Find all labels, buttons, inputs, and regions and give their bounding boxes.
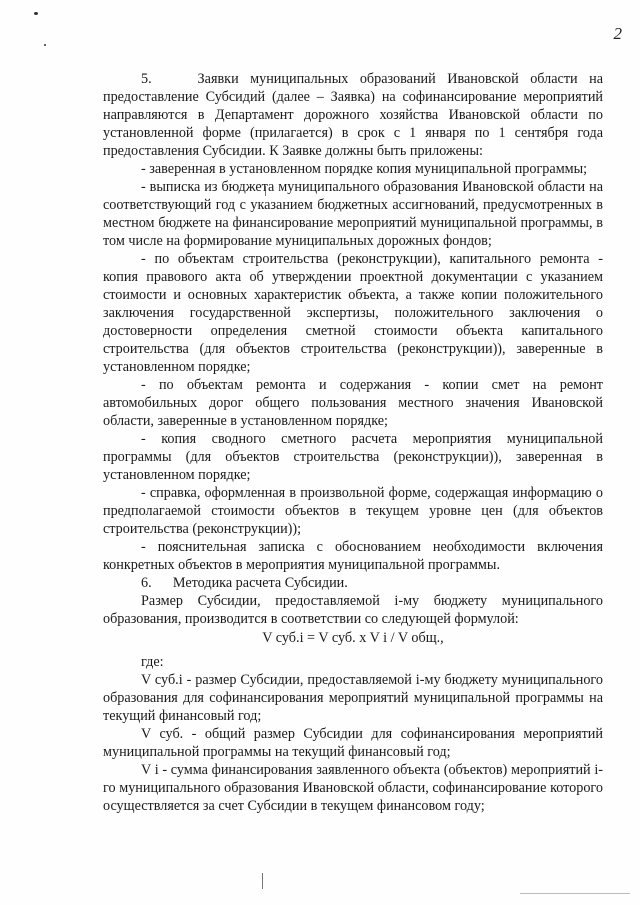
scan-edge-line xyxy=(520,893,630,894)
attachment-item: - справка, оформленная в произвольной форме, содержащая информацию о предполагаемой стоимости объектов в текущем уровне цен (для объектов строительства (реконструкции)); xyxy=(103,485,603,537)
formula-intro: Размер Субсидии, предоставляемой i-му бюджету муниципального образования, производится в соответствии со следующей формулой: xyxy=(103,593,603,627)
definition-item: V суб. - общий размер Субсидии для софинансирования мероприятий муниципальной программы на текущий финансовый год; xyxy=(103,726,603,760)
scan-mark xyxy=(262,873,263,889)
subsidy-formula: V суб.i = V суб. x V i / V общ., xyxy=(262,630,444,646)
attachment-item: - по объектам ремонта и содержания - копии смет на ремонт автомобильных дорог общего пользования местного значения Ивановской области, заверенные в установленном порядке; xyxy=(103,377,603,429)
attachment-item: - выписка из бюджета муниципального образования Ивановской области на соответствующий год с указанием бюджетных ассигнований, предусмотренных в местном бюджете на финансирование мероприятий муниципальной программы, в том числе на формирование муниципальных дорожных фондов; xyxy=(103,179,603,249)
formula-where-label: где: xyxy=(141,654,164,670)
definition-item: V i - сумма финансирования заявленного объекта (объектов) мероприятий i-го муниципального образования Ивановской области, софинансирование которого осуществляется за счет Субсидии в текущем финансовом году; xyxy=(103,762,603,814)
page-number: 2 xyxy=(613,24,622,43)
definition-item: V суб.i - размер Субсидии, предоставляемой i-му бюджету муниципального образования для софинансирования мероприятий муниципальной программы на текущий финансовый год; xyxy=(103,672,603,724)
section-heading-6: 6. Методика расчета Субсидии. xyxy=(141,575,348,591)
document-body xyxy=(103,70,603,815)
scan-speck xyxy=(44,44,46,46)
attachment-item: - пояснительная записка с обоснованием необходимости включения конкретных объектов в мероприятия муниципальной программы. xyxy=(103,539,603,573)
scan-speck xyxy=(34,12,38,15)
attachment-item: - копия сводного сметного расчета мероприятия муниципальной программы (для объектов строительства (реконструкции)), заверенная в установленном порядке; xyxy=(103,431,603,483)
attachment-item: - заверенная в установленном порядке копия муниципальной программы; xyxy=(141,161,588,177)
paragraph-item-5: 5. Заявки муниципальных образований Ивановской области на предоставление Субсидий (далее – Заявка) на софинансирование мероприятий направляются в Департамент дорожного хозяйства Ивановской области по установленной форме (прилагается) в срок с 1 января по 1 сентября года предоставления Субсидии. К Заявке должны быть приложены: xyxy=(103,71,603,159)
attachment-item: - по объектам строительства (реконструкции), капитального ремонта - копия правового акта об утверждении проектной документации с указанием стоимости и основных характеристик объекта, а также копии положительного заключения государственной экспертизы, положительного заключения о достоверности определения сметной стоимости объекта капитального строительства (для объектов строительства (реконструкции)), заверенные в установленном порядке; xyxy=(103,251,603,375)
